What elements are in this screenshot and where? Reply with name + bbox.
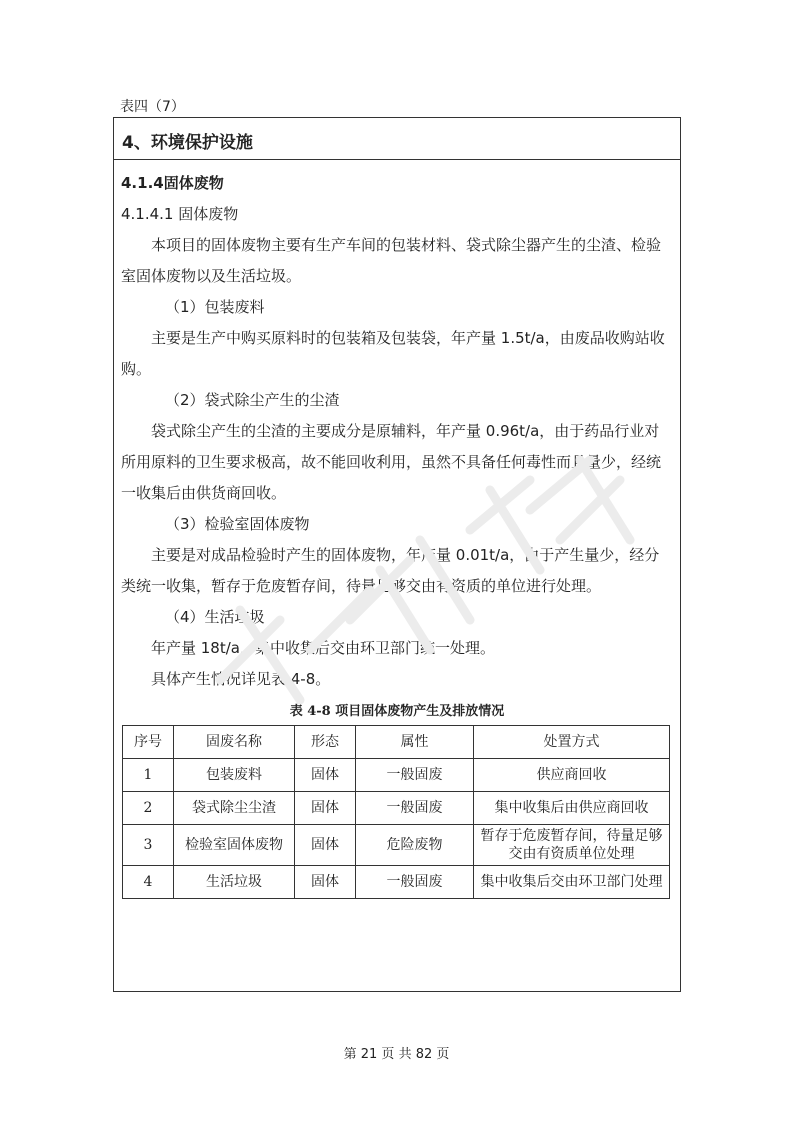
table-cell: 固体	[295, 759, 356, 792]
header-cell: 处置方式	[474, 726, 670, 759]
waste-table	[122, 725, 670, 899]
table-cell: 袋式除尘尘渣	[174, 792, 295, 825]
item-text-2: 袋式除尘产生的尘渣的主要成分是原辅料，年产量 0.96t/a，由于药品行业对所用原料的卫生要求极高，故不能回收利用，虽然不具备任何毒性而且量少，经统一收集后由供货商回收。	[121, 422, 662, 502]
item-text-3: 主要是对成品检验时产生的固体废物，年产量 0.01t/a，由于产生量少，经分类统一收集，暂存于危废暂存间，待量足够交由有资质的单位进行处理。	[121, 546, 660, 595]
table-label: 表四（7）	[120, 99, 185, 115]
content-frame	[113, 117, 681, 992]
table-cell: 3	[123, 825, 174, 866]
table-row	[123, 759, 670, 792]
table-cell: 4	[123, 866, 174, 899]
subsubheading: 4.1.4.1 固体废物	[121, 205, 239, 223]
header-cell: 属性	[356, 726, 474, 759]
table-cell: 1	[123, 759, 174, 792]
table-cell: 生活垃圾	[174, 866, 295, 899]
table-row	[123, 866, 670, 899]
item-text-1: 主要是生产中购买原料时的包装箱及包装袋，年产量 1.5t/a，由废品收购站收购。	[121, 329, 665, 378]
item-text-4: 年产量 18t/a，集中收集后交由环卫部门统一处理。	[151, 639, 495, 657]
table-cell: 供应商回收	[474, 759, 670, 792]
subheading: 4.1.4固体废物	[121, 174, 224, 192]
table-row	[123, 792, 670, 825]
item-title-3: （3）检验室固体废物	[165, 515, 310, 533]
table-header-row	[123, 726, 670, 759]
table-cell: 包装废料	[174, 759, 295, 792]
table-row	[123, 825, 670, 866]
intro-paragraph: 本项目的固体废物主要有生产车间的包装材料、袋式除尘器产生的尘渣、检验室固体废物以及生活垃圾。	[121, 236, 662, 285]
table-cell: 固体	[295, 825, 356, 866]
table-cell: 危险废物	[356, 825, 474, 866]
table-cell: 集中收集后交由环卫部门处理	[474, 866, 670, 899]
page-footer: 第 21 页 共 82 页	[343, 1047, 450, 1062]
table-reference: 具体产生情况详见表 4-8。	[151, 670, 331, 688]
table-cell: 一般固废	[356, 792, 474, 825]
table-cell: 检验室固体废物	[174, 825, 295, 866]
table-caption: 表 4-8 项目固体废物产生及排放情况	[289, 704, 505, 719]
table-cell: 2	[123, 792, 174, 825]
section-content	[114, 160, 680, 899]
item-title-2: （2）袋式除尘产生的尘渣	[165, 391, 340, 409]
table-cell: 暂存于危废暂存间，待量足够交由有资质单位处理	[474, 825, 670, 866]
header-cell: 固废名称	[174, 726, 295, 759]
section-title: 4、环境保护设施	[114, 118, 680, 160]
table-cell: 固体	[295, 866, 356, 899]
table-cell: 集中收集后由供应商回收	[474, 792, 670, 825]
table-cell: 一般固废	[356, 866, 474, 899]
table-cell: 一般固废	[356, 759, 474, 792]
item-title-4: （4）生活垃圾	[165, 608, 265, 626]
item-title-1: （1）包装废料	[165, 298, 265, 316]
header-cell: 形态	[295, 726, 356, 759]
table-cell: 固体	[295, 792, 356, 825]
header-cell: 序号	[123, 726, 174, 759]
